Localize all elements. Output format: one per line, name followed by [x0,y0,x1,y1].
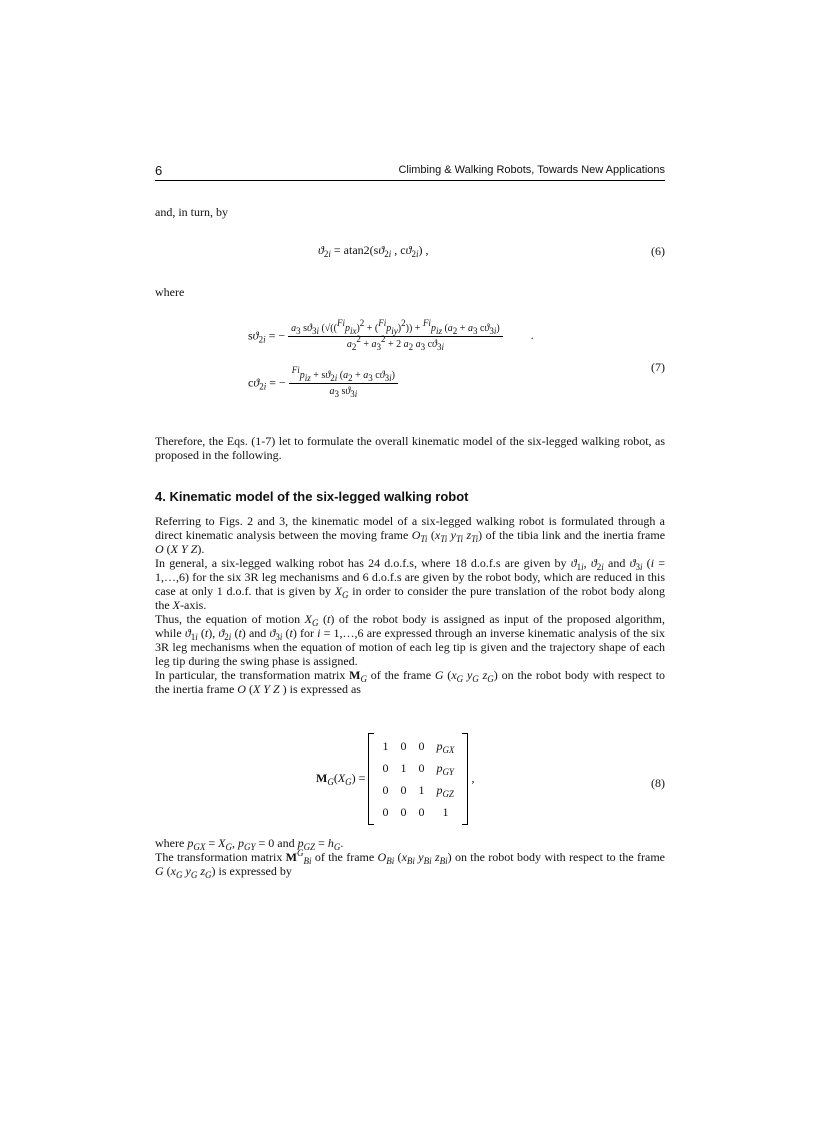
page-header [155,163,665,181]
section-heading: 4. Kinematic model of the six-legged walking robot [155,489,469,504]
running-title: Climbing & Walking Robots, Towards New Applications [398,164,665,176]
transformation-matrix: 1 0 0 $p_{GX}$ 0 1 0 $p_{GY}$ 0 0 1 $p_{GZ}$ 0 0 0 1 [368,733,468,825]
paragraph-therefore: Therefore, the Eqs. (1-7) let to formulate the overall kinematic model of the six-legged walking robot, as proposed in the following. [155,434,665,462]
equation-6: $ϑ_{2i} = atan2(sϑ_{2i}$ , $cϑ_{2i}$) , [318,243,429,259]
equation-8-number: (8) [651,776,665,790]
equation-7a: $sϑ_{2i}$ = − $\frac{a_3 sϑ_{3i} (√((^{Fi}p_{ix})^2 + (^{Fi}p_{iy})^2)) + ^{Fi}p_{iz} (a_2 + a_3 cϑ_{3i})}{a_2^2 + a_3^2 + 2 a_2 a_3 cϑ_{3i}}$ . [248,318,534,352]
paragraph-and-in-turn: and, in turn, by [155,205,228,219]
equation-8: $M_G(X_G)$ = 1 0 0 $p_{GX}$ 0 1 0 $p_{GY}$ 0 0 1 $p_{GZ}$ 0 0 0 1 , [316,733,474,825]
paragraph-where-pgx: where $p_{GX} = X_G$, $p_{GY} = 0$ and $p_{GZ} = h_G$. The transformation matrix $M^G_{Bi}$ of the frame $O_{Bi}$ ($x_{Bi}$ $y_{Bi}$ $z_{Bi}$) on the robot body with respect to the frame G ($x_G$ $y_G$ $z_G$) is expressed by [155,836,666,880]
equation-6-number: (6) [651,244,665,258]
page-number: 6 [155,163,163,178]
equation-7-number: (7) [651,360,665,374]
equation-7b: $cϑ_{2i}$ = − $\frac{^{Fi}p_{iz} + sϑ_{2i} (a_2 + a_3 cϑ_{3i})}{a_3 sϑ_{3i}}$ [248,370,398,397]
paragraph-where: where [155,285,185,299]
paragraph-referring: Referring to Figs. 2 and 3, the kinematic model of a six-legged walking robot is formulated through a direct kinematic analysis between the moving frame $O_{Ti}$ ($x_{Ti}$ $y_{Ti}$ $z_{Ti}$) of the tibia link and the inertia frame O (X Y Z). In general, a six-legged walking robot has 24 d.o.f.s, where 18 d.o.f.s are given by $ϑ_{1i}$, $ϑ_{2i}$ and $ϑ_{3i}$ (i = 1,…,6) for the six 3R leg mechanisms and 6 d.o.f.s are given by the robot body, which are reduced in this case at only 1 d.o.f. that is given by $X_G$ in order to consider the pure translation of the robot body along the X-axis. Thus, the equation of motion $X_G$ (t) of the robot body is assigned as input of the proposed algorithm, while $ϑ_{1i}$ (t), $ϑ_{2i}$ (t) and $ϑ_{3i}$ (t) for i = 1,…,6 are expressed through an inverse kinematic analysis of the six 3R leg mechanisms when the equation of motion of each leg tip is given and the trajectory shape of each leg tip during the swing phase is assigned. In particular, the transformation matrix $M_G$ of the frame G ($x_G$ $y_G$ $z_G$) on the robot body with respect to the inertia frame O (X Y Z ) is expressed as [155,514,666,696]
